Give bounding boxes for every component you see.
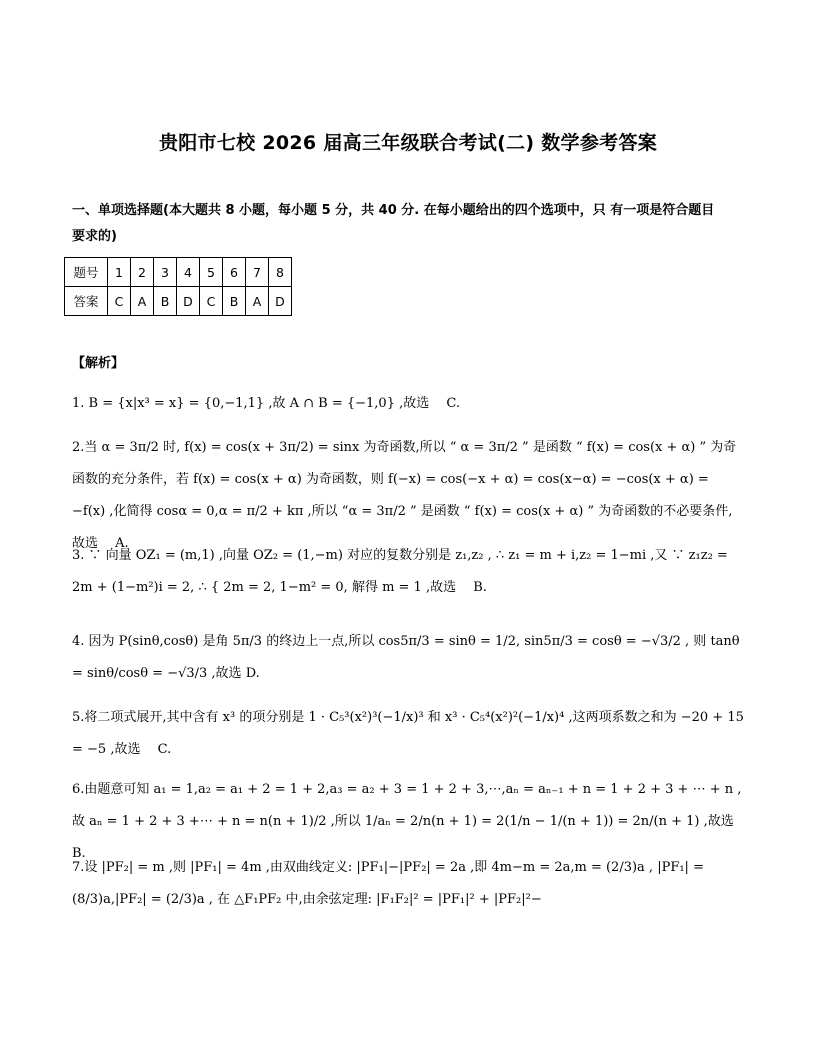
- analysis-label: 【解析】: [72, 356, 125, 371]
- solution-5: 5.将二项式展开,其中含有 x³ 的项分别是 1 · C₅³(x²)³(−1/x)³ 和 x³ · C₅⁴(x²)²(−1/x)⁴ ,这两项系数之和为 −20 + 15 = −5 ,故选 C.: [72, 710, 744, 757]
- table-cell: 4: [177, 258, 200, 287]
- solution-7: 7.设 |PF₂| = m ,则 |PF₁| = 4m ,由双曲线定义: |PF₁|−|PF₂| = 2a ,即 4m−m = 2a,m = (2/3)a , |PF₁| = (8/3)a,|PF₂| = (2/3)a , 在 △F₁PF₂ 中,由余弦定理: |F₁F₂|² = |PF₁|² + |PF₂|²−: [72, 860, 704, 907]
- solution-4: 4. 因为 P(sinθ,cosθ) 是角 5π/3 的终边上一点,所以 cos5π/3 = sinθ = 1/2, sin5π/3 = cosθ = −√3/2 , 则 tanθ = sinθ/cosθ = −√3/3 ,故选 D.: [72, 634, 740, 681]
- table-cell: A: [246, 287, 269, 316]
- table-cell: 3: [154, 258, 177, 287]
- table-cell: D: [177, 287, 200, 316]
- table-cell: B: [223, 287, 246, 316]
- table-cell: C: [200, 287, 223, 316]
- table-cell: 7: [246, 258, 269, 287]
- table-cell: 5: [200, 258, 223, 287]
- section-heading-line1: 一、单项选择题(本大题共 8 小题，每小题 5 分，共 40 分. 在每小题给出的四个选项中，只 有一项是符合题目: [72, 203, 715, 218]
- table-cell: 6: [223, 258, 246, 287]
- table-header-cell: 答案: [65, 287, 108, 316]
- table-cell: B: [154, 287, 177, 316]
- answer-table-row-numbers: [65, 258, 292, 287]
- page-title: 贵阳市七校 2026 届高三年级联合考试(二) 数学参考答案: [158, 132, 658, 154]
- solution-1: 1. B = {x|x³ = x} = {0,−1,1} ,故 A ∩ B = {−1,0} ,故选 C.: [72, 396, 460, 411]
- section-heading-line2: 要求的): [72, 229, 117, 244]
- table-cell: 2: [131, 258, 154, 287]
- table-cell: 1: [108, 258, 131, 287]
- answer-table: [64, 257, 292, 316]
- table-cell: 8: [269, 258, 292, 287]
- table-cell: A: [131, 287, 154, 316]
- table-cell: C: [108, 287, 131, 316]
- answer-table-row-answers: [65, 287, 292, 316]
- solution-3: 3. ∵ 向量 OZ₁ = (m,1) ,向量 OZ₂ = (1,−m) 对应的复数分别是 z₁,z₂ , ∴ z₁ = m + i,z₂ = 1−mi ,又 ∵ z₁z₂ = 2m + (1−m²)i = 2, ∴ { 2m = 2, 1−m² = 0, 解得 m = 1 ,故选 B.: [72, 548, 728, 595]
- table-header-cell: 题号: [65, 258, 108, 287]
- table-cell: D: [269, 287, 292, 316]
- solution-6: 6.由题意可知 a₁ = 1,a₂ = a₁ + 2 = 1 + 2,a₃ = a₂ + 3 = 1 + 2 + 3,⋯,aₙ = aₙ₋₁ + n = 1 + 2 + 3 + ⋯ + n ,故 aₙ = 1 + 2 + 3 +⋯ + n = n(n + 1)/2 ,所以 1/aₙ = 2/n(n + 1) = 2(1/n − 1/(n + 1)) = 2n/(n + 1) ,故选 B.: [72, 782, 751, 861]
- solution-2: 2.当 α = 3π/2 时, f(x) = cos(x + 3π/2) = sinx 为奇函数,所以 “ α = 3π/2 ” 是函数 “ f(x) = cos(x + α) ” 为奇函数的充分条件，若 f(x) = cos(x + α) 为奇函数，则 f(−x) = cos(−x + α) = cos(x−α) = −cos(x + α) = −f(x) ,化简得 cosα = 0,α = π/2 + kπ ,所以 “α = 3π/2 ” 是函数 “ f(x) = cos(x + α) ” 为奇函数的不必要条件,故选 A.: [72, 440, 737, 551]
